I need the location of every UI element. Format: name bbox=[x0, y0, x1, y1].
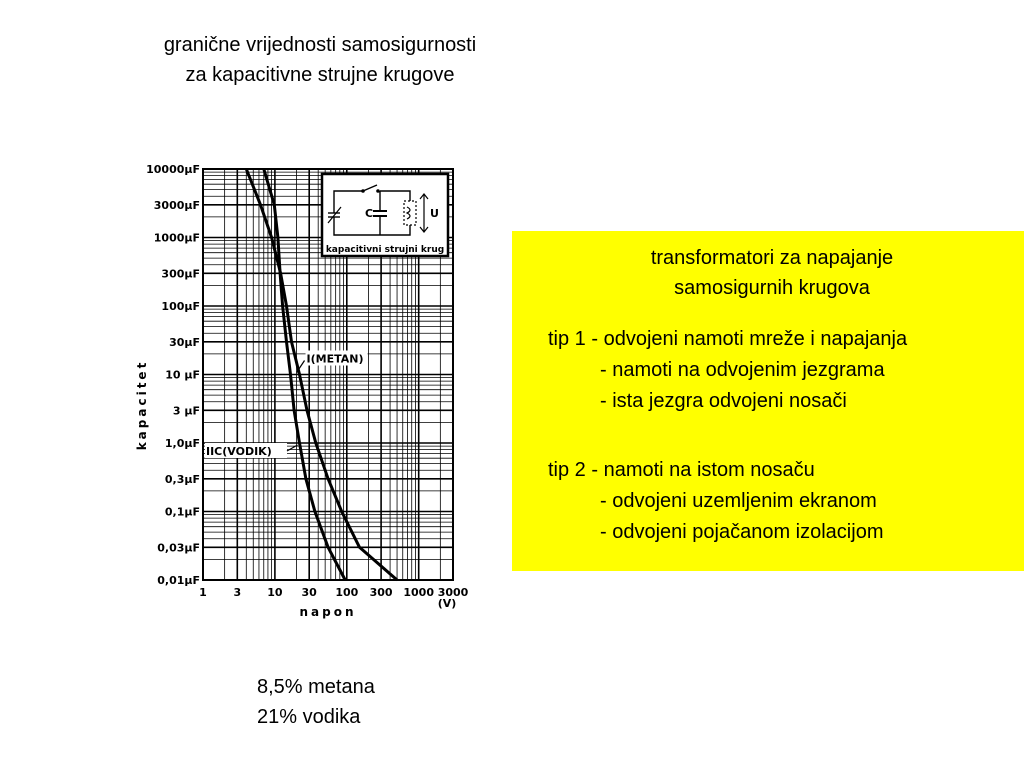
tip2-subitem-1: - odvojeni uzemljenim ekranom bbox=[600, 490, 877, 512]
y-tick-label: 10 μF bbox=[165, 368, 200, 382]
y-tick-label: 0,1μF bbox=[164, 505, 200, 519]
capacitor-label: C bbox=[365, 207, 374, 220]
vodik-series-label: IIC(VODIK) bbox=[206, 445, 272, 458]
transformer-info-panel bbox=[512, 231, 1024, 571]
slide-title bbox=[120, 30, 520, 90]
inset-caption: kapacitivni strujni krug bbox=[325, 245, 445, 255]
tip1-subitem-1: - namoti na odvojenim jezgrama bbox=[600, 359, 885, 381]
x-tick-label: 3000 bbox=[437, 586, 469, 599]
x-axis-unit: (V) bbox=[437, 597, 457, 610]
slide-title-line-2: za kapacitivne strujne krugove bbox=[185, 64, 455, 86]
x-tick-label: 3 bbox=[233, 586, 242, 599]
y-tick-label: 3 μF bbox=[172, 404, 200, 418]
hydrogen-concentration: 21% vodika bbox=[257, 706, 361, 728]
y-tick-label: 0,01μF bbox=[157, 574, 200, 587]
y-tick-label: 1000μF bbox=[153, 231, 200, 245]
x-tick-label: 30 bbox=[301, 586, 317, 599]
tip2-subitem-2: - odvojeni pojačanom izolacijom bbox=[600, 521, 884, 543]
y-tick-label: 10000μF bbox=[146, 163, 200, 176]
slide-title-line-1: granične vrijednosti samosigurnosti bbox=[163, 34, 477, 56]
tip1-title: tip 1 - odvojeni namoti mreže i napajanja bbox=[548, 328, 908, 350]
capacitance-voltage-chart bbox=[128, 155, 480, 630]
panel-heading-line-1: transformatori za napajanje bbox=[650, 247, 894, 269]
metan-series-label: I(METAN) bbox=[306, 352, 364, 366]
y-tick-label: 30μF bbox=[169, 335, 200, 349]
panel-heading-line-2: samosigurnih krugova bbox=[674, 277, 870, 299]
y-tick-label: 0,03μF bbox=[157, 541, 200, 555]
y-tick-label: 300μF bbox=[161, 267, 200, 281]
y-tick-label: 3000μF bbox=[153, 198, 200, 212]
gas-concentration-note bbox=[257, 672, 375, 732]
switch-contact bbox=[376, 189, 380, 193]
y-tick-label: 1,0μF bbox=[164, 437, 200, 450]
x-tick-label: 10 bbox=[267, 586, 283, 599]
x-tick-label: 300 bbox=[369, 586, 393, 599]
methane-concentration: 8,5% metana bbox=[257, 676, 375, 698]
switch-contact bbox=[361, 189, 365, 193]
y-tick-label: 0,3μF bbox=[164, 472, 200, 486]
x-tick-label: 1 bbox=[199, 586, 207, 599]
x-tick-label: 100 bbox=[335, 586, 359, 599]
voltage-label: U bbox=[430, 207, 439, 220]
tip2-title: tip 2 - namoti na istom nosaču bbox=[548, 459, 815, 481]
y-tick-label: 100μF bbox=[161, 300, 200, 313]
x-tick-label: 1000 bbox=[403, 586, 435, 599]
tip1-subitem-2: - ista jezgra odvojeni nosači bbox=[600, 390, 847, 412]
panel-heading bbox=[512, 243, 1024, 303]
y-axis-label: kapacitet bbox=[135, 359, 149, 451]
x-axis-label: napon bbox=[299, 605, 357, 619]
